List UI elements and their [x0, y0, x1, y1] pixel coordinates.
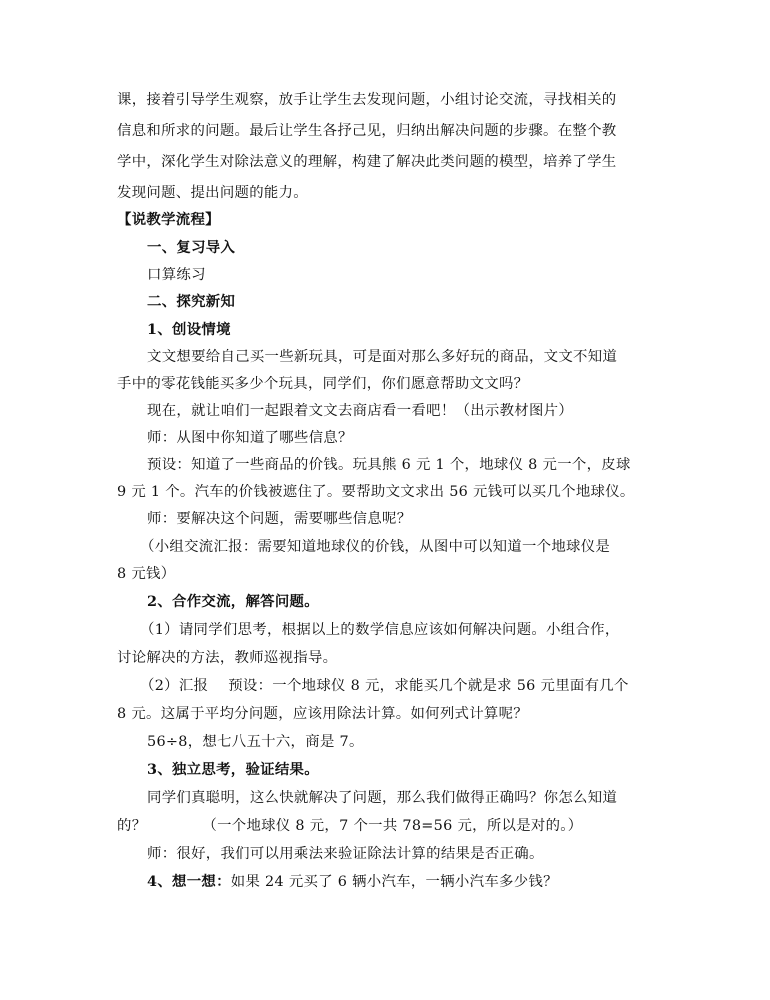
- teacher-summary: 师：很好，我们可以用乘法来验证除法计算的结果是否正确。: [147, 846, 544, 862]
- verify-line-1: 同学们真聪明，这么快就解决了问题，那么我们做得正确吗？你怎么知道: [147, 790, 618, 806]
- report-label: （2）汇报: [140, 678, 209, 694]
- section-review-heading: 一、复习导入: [147, 239, 236, 256]
- report-line-1: [140, 676, 629, 696]
- scenario-line-1: 文文想要给自己买一些新玩具，可是面对那么多好玩的商品，文文不知道: [147, 349, 618, 365]
- group-report-line-1: （小组交流汇报：需要知道地球仪的价钱，从图中可以知道一个地球仪是: [140, 539, 611, 555]
- group-report-line-2: 8 元钱）: [117, 566, 176, 582]
- oral-practice: 口算练习: [147, 267, 206, 283]
- verify-question: 的？: [117, 818, 147, 834]
- report-line-2: 8 元。这属于平均分问题，应该用除法计算。如何列式计算呢？: [117, 706, 528, 722]
- preset-line-2: 9 元 1 个。汽车的价钱被遮住了。要帮助文文求出 56 元钱可以买几个地球仪。: [117, 484, 635, 500]
- think-question: 如果 24 元买了 6 辆小汽车，一辆小汽车多少钱？: [230, 874, 558, 890]
- subsection-verify: 3、独立思考，验证结果。: [147, 761, 319, 778]
- section-explore-heading: 二、探究新知: [147, 293, 236, 310]
- intro-line-3: 学中，深化学生对除法意义的理解，构建了解决此类问题的模型，培养了学生: [117, 154, 617, 170]
- scenario-line-2: 手中的零花钱能买多少个玩具，同学们，你们愿意帮助文文吗？: [117, 376, 529, 392]
- subsection-think: 4、想一想：: [147, 873, 231, 890]
- intro-line-4: 发现问题、提出问题的能力。: [117, 185, 308, 201]
- scenario-line-3: 现在，就让咱们一起跟着文文去商店看一看吧！（出示教材图片）: [147, 403, 574, 419]
- teaching-flow-heading: 【说教学流程】: [117, 211, 220, 228]
- intro-line-2: 信息和所求的问题。最后让学生各抒己见，归纳出解决问题的步骤。在整个教: [117, 123, 617, 139]
- verify-answer: （一个地球仪 8 元，7 个一共 78=56 元，所以是对的。）: [202, 818, 583, 834]
- preset-line-1: 预设：知道了一些商品的价钱。玩具熊 6 元 1 个，地球仪 8 元一个，皮球: [147, 457, 631, 473]
- cooperate-line-2: 讨论解决的方法，教师巡视指导。: [117, 650, 338, 666]
- teacher-question-1: 师：从图中你知道了哪些信息？: [147, 430, 353, 446]
- report-preset: 预设：一个地球仪 8 元，求能买几个就是求 56 元里面有几个: [228, 678, 629, 694]
- subsection-cooperate: 2、合作交流，解答问题。: [147, 593, 319, 610]
- calculation-line: 56÷8，想七八五十六，商是 7。: [147, 734, 364, 750]
- subsection-scenario: 1、创设情境: [147, 321, 231, 338]
- intro-line-1: 课，接着引导学生观察，放手让学生去发现问题，小组讨论交流，寻找相关的: [117, 92, 617, 108]
- verify-line-2: [117, 816, 582, 836]
- cooperate-line-1: （1）请同学们思考，根据以上的数学信息应该如何解决问题。小组合作，: [140, 622, 620, 638]
- teacher-question-2: 师：要解决这个问题，需要哪些信息呢？: [147, 511, 412, 527]
- think-line: [147, 872, 558, 892]
